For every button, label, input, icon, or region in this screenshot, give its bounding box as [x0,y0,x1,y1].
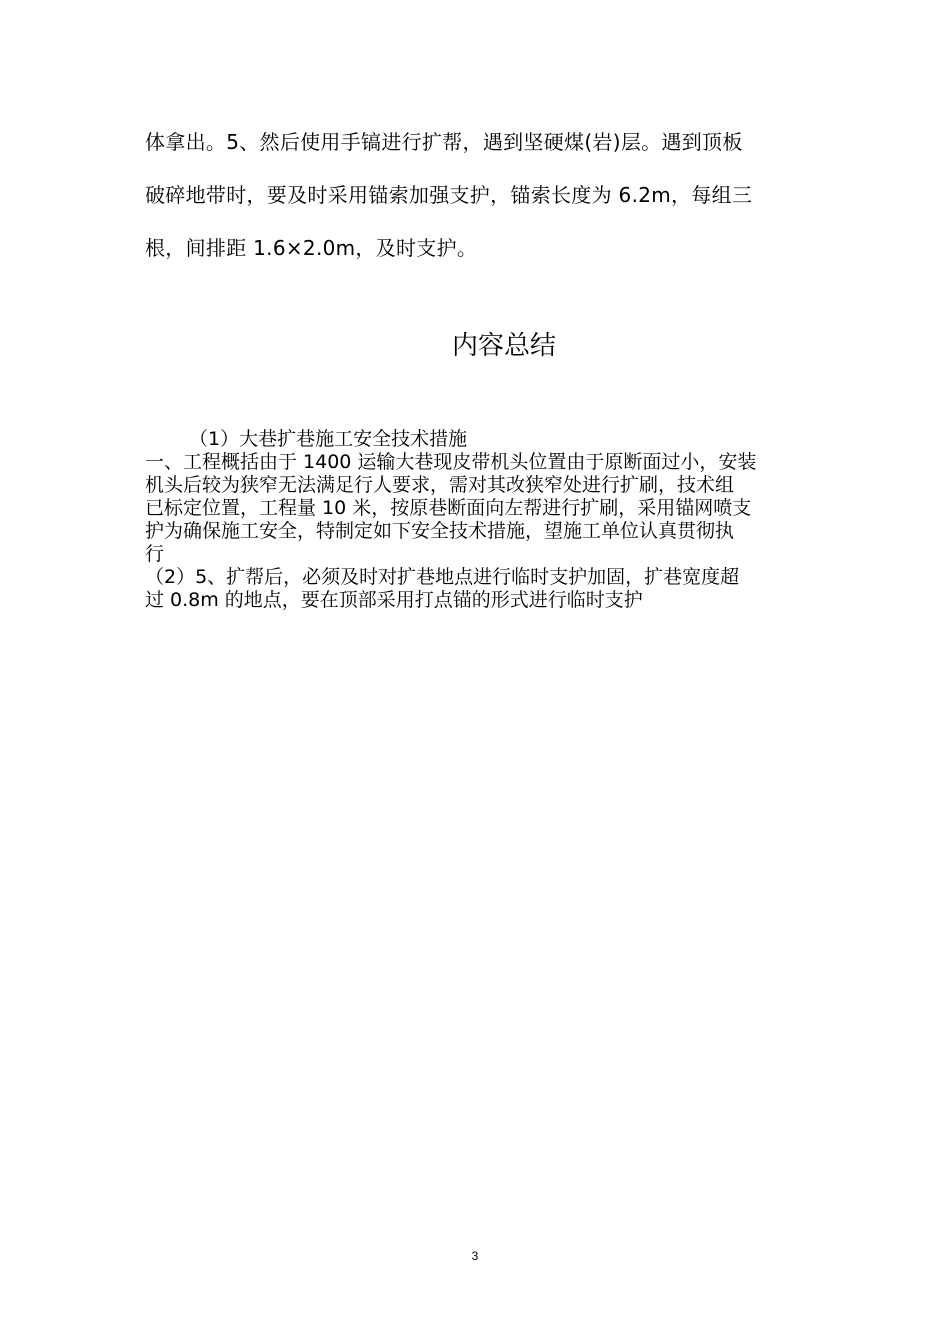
body-line: 体拿出。5、然后使用手镐进行扩帮，遇到坚硬煤(岩)层。遇到顶板 [145,130,743,154]
body-paragraph [145,116,805,275]
summary-line: 护为确保施工安全，特制定如下安全技术措施，望施工单位认真贯彻执 [145,520,735,542]
summary-line: 机头后较为狭窄无法满足行人要求，需对其改狭窄处进行扩刷，技术组 [145,474,735,496]
summary-title: 内容总结 [451,331,556,361]
summary-content [145,428,805,612]
body-line: 破碎地带时，要及时采用锚索加强支护，锚索长度为 6.2m，每组三 [145,183,753,207]
page-number: 3 [471,1249,479,1263]
summary-line: 过 0.8m 的地点，要在顶部采用打点锚的形式进行临时支护 [145,589,643,611]
summary-line: 一、工程概括由于 1400 运输大巷现皮带机头位置由于原断面过小，安装 [145,451,757,473]
summary-line: 行 [145,543,165,565]
summary-item-heading: （1）大巷扩巷施工安全技术措施 [189,428,468,450]
summary-line: （2）5、扩帮后，必须及时对扩巷地点进行临时支护加固，扩巷宽度超 [145,566,740,588]
summary-line: 已标定位置，工程量 10 米，按原巷断面向左帮进行扩刷，采用锚网喷支 [145,497,752,519]
body-line: 根，间排距 1.6×2.0m，及时支护。 [145,236,478,260]
